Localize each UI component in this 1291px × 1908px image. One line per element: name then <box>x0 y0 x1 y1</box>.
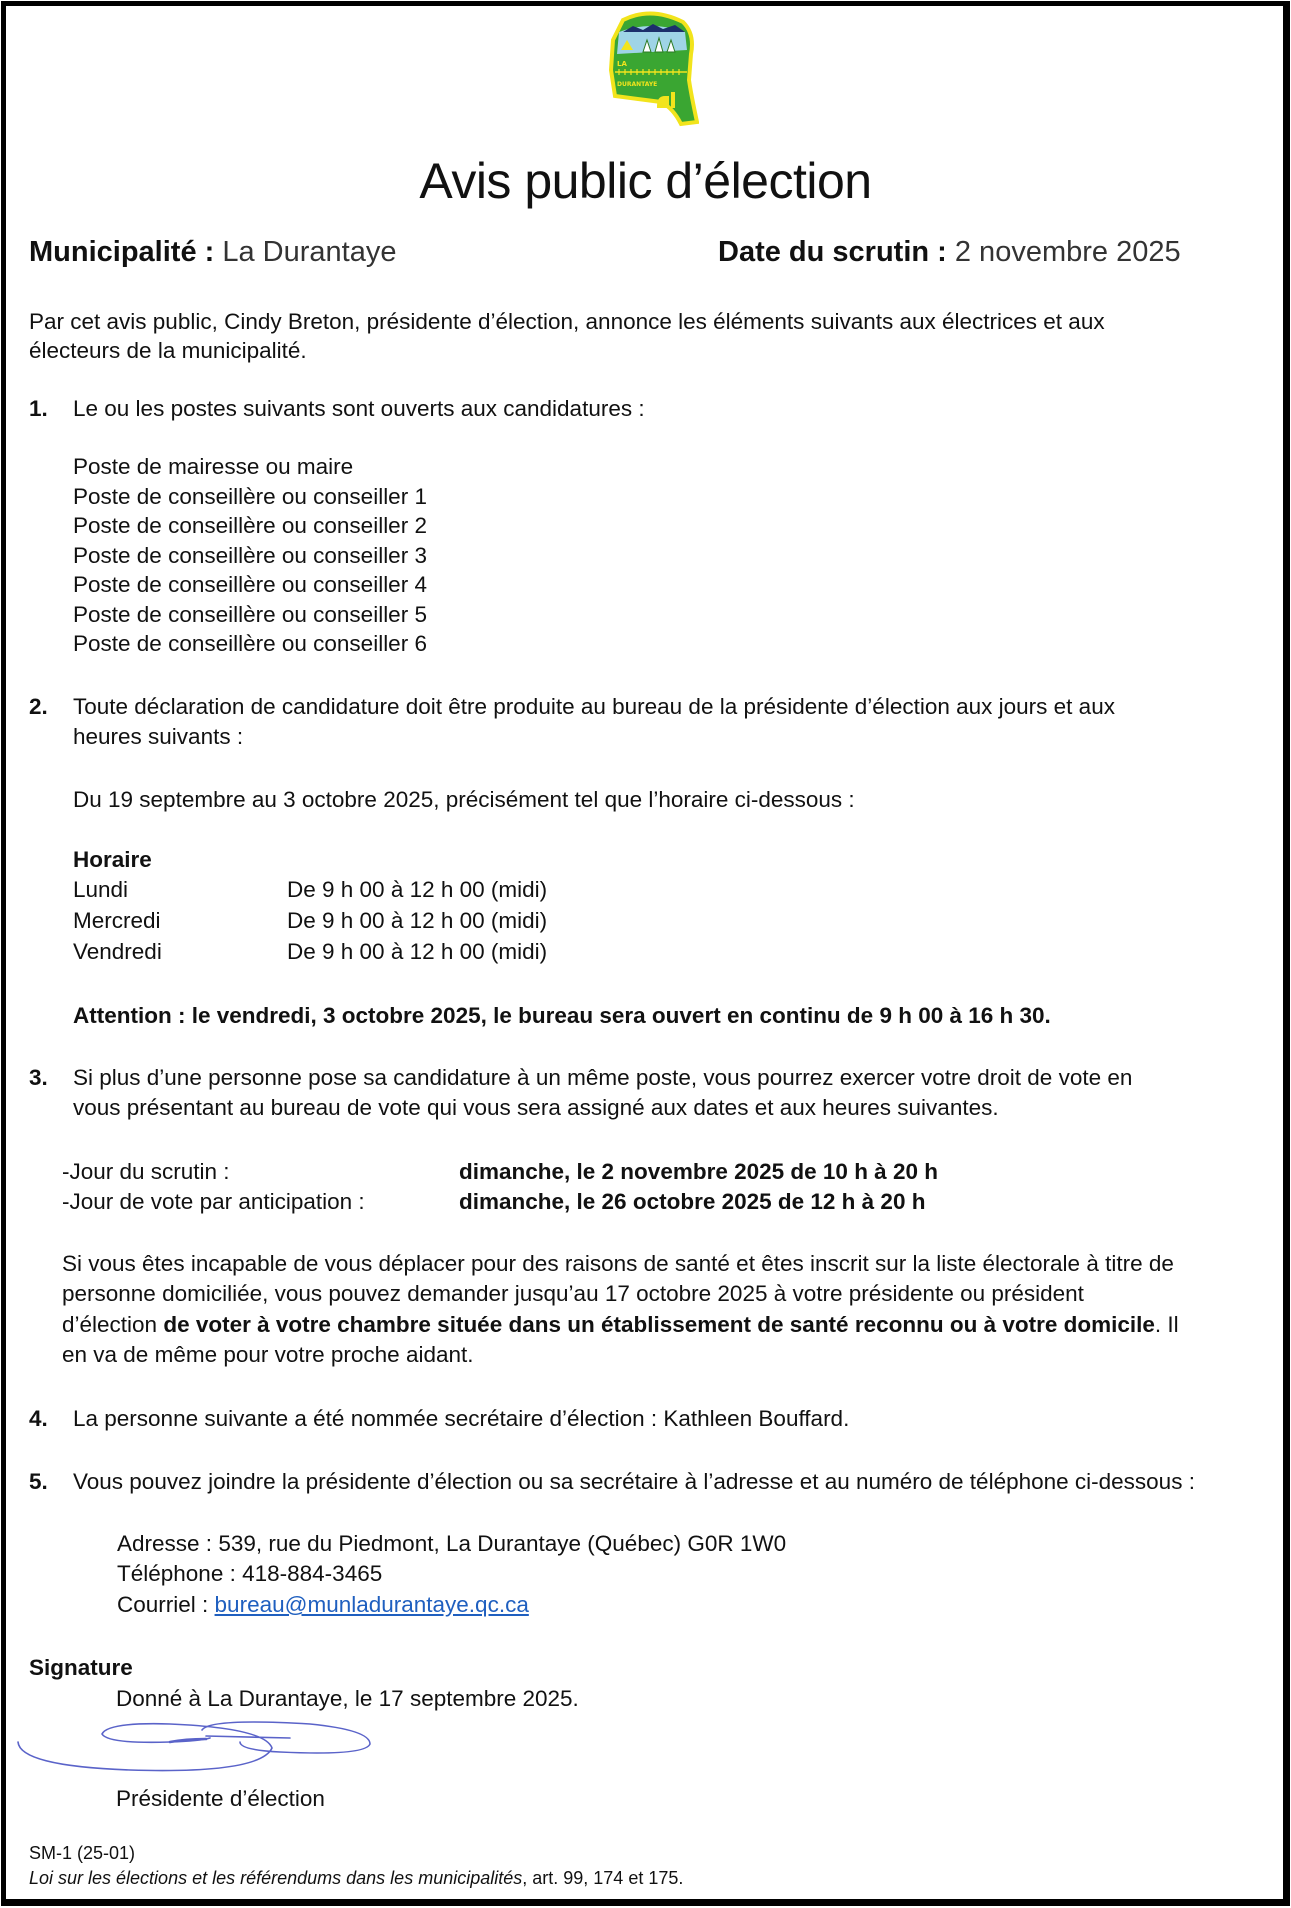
law-reference <box>29 1866 683 1890</box>
election-date-label: Date du scrutin : <box>718 236 947 268</box>
health-line-4: en va de même pour votre proche aidant. <box>62 1342 474 1367</box>
schedule-hours: De 9 h 00 à 12 h 00 (midi) <box>287 908 548 933</box>
vote-day-label: -Jour du scrutin : <box>62 1159 230 1184</box>
logo-text-bottom: DURANTAYE <box>617 81 658 88</box>
email-label: Courriel : <box>117 1592 209 1617</box>
section-3-number: 3. <box>29 1065 48 1090</box>
election-date-field <box>718 236 1181 269</box>
phone-value: 418-884-3465 <box>242 1561 383 1586</box>
municipality-label: Municipalité : <box>29 236 215 268</box>
handwritten-signature <box>10 1708 460 1788</box>
poste-item: Poste de conseillère ou conseiller 1 <box>73 483 427 509</box>
schedule-title: Horaire <box>73 847 152 872</box>
schedule-day: Lundi <box>73 877 129 902</box>
section-1-text: Le ou les postes suivants sont ouverts aux candidatures : <box>73 396 645 421</box>
health-line-1: Si vous êtes incapable de vous déplacer pour des raisons de santé et êtes inscrit sur la liste électorale à titre de <box>62 1251 1174 1276</box>
health-line-3 <box>62 1310 1179 1339</box>
logo-text-top: LA <box>617 60 627 68</box>
poste-item: Poste de conseillère ou conseiller 4 <box>73 572 427 597</box>
signature-role: Présidente d’élection <box>116 1786 325 1811</box>
page-border <box>1 1 1290 1906</box>
election-date-value: 2 novembre 2025 <box>954 236 1181 268</box>
schedule-day: Vendredi <box>73 939 162 964</box>
section-5-number: 5. <box>29 1469 48 1494</box>
email-link[interactable]: bureau@munladurantaye.qc.ca <box>214 1592 529 1617</box>
municipality-value: La Durantaye <box>222 236 397 268</box>
municipality-field <box>29 236 396 269</box>
schedule-day: Mercredi <box>73 908 161 933</box>
schedule-hours: De 9 h 00 à 12 h 00 (midi) <box>287 939 548 964</box>
section-5-text: Vous pouvez joindre la présidente d’élection ou sa secrétaire à l’adresse et au numéro de téléphone ci-dessous : <box>73 1469 1195 1494</box>
signature-heading: Signature <box>29 1655 133 1680</box>
signature-given: Donné à La Durantaye, le 17 septembre 2025. <box>116 1686 579 1711</box>
poste-item: Poste de conseillère ou conseiller 5 <box>73 601 427 627</box>
section-2-number: 2. <box>29 694 48 719</box>
intro-line-1: Par cet avis public, Cindy Breton, présidente d’élection, annonce les éléments suivants aux électrices et aux <box>29 309 1105 334</box>
form-code: SM-1 (25-01) <box>29 1843 136 1863</box>
poste-item: Poste de conseillère ou conseiller 6 <box>73 631 427 656</box>
poste-item: Poste de conseillère ou conseiller 2 <box>73 513 427 538</box>
advance-vote-label: -Jour de vote par anticipation : <box>62 1189 365 1214</box>
attention-notice: Attention : le vendredi, 3 octobre 2025, le bureau sera ouvert en continu de 9 h 00 à 16 h 30. <box>73 1003 1051 1028</box>
health-line-2: personne domiciliée, vous pouvez demander jusqu’au 17 octobre 2025 à votre présidente ou président <box>62 1281 1084 1306</box>
section-4-text: La personne suivante a été nommée secrétaire d’élection : Kathleen Bouffard. <box>73 1406 850 1431</box>
section-3-line-2: vous présentant au bureau de vote qui vous sera assigné aux dates et aux heures suivantes. <box>73 1095 999 1120</box>
section-1-number: 1. <box>29 396 48 421</box>
phone-line <box>117 1559 382 1588</box>
law-articles: , art. 99, 174 et 175. <box>522 1868 684 1888</box>
health-line-3-bold: de voter à votre chambre située dans un établissement de santé reconnu ou à votre domicile <box>163 1312 1155 1337</box>
vote-day-value: dimanche, le 2 novembre 2025 de 10 h à 20 h <box>459 1159 938 1184</box>
candidacy-period: Du 19 septembre au 3 octobre 2025, précisément tel que l’horaire ci-dessous : <box>73 787 855 812</box>
poste-item: Poste de mairesse ou maire <box>73 454 354 479</box>
address-label: Adresse : <box>117 1531 213 1556</box>
section-2-line-1: Toute déclaration de candidature doit être produite au bureau de la présidente d’élection aux jours et aux <box>73 694 1115 719</box>
email-line <box>117 1590 529 1619</box>
section-3-line-1: Si plus d’une personne pose sa candidature à un même poste, vous pourrez exercer votre droit de vote en <box>73 1065 1133 1090</box>
section-2-line-2: heures suivants : <box>73 724 244 749</box>
address-line <box>117 1529 786 1558</box>
section-4-number: 4. <box>29 1406 48 1431</box>
advance-vote-value: dimanche, le 26 octobre 2025 de 12 h à 20 h <box>459 1189 926 1214</box>
address-value: 539, rue du Piedmont, La Durantaye (Québec) G0R 1W0 <box>218 1531 787 1556</box>
phone-label: Téléphone : <box>117 1561 236 1586</box>
page-title: Avis public d’élection <box>419 153 872 209</box>
municipality-logo <box>603 10 699 128</box>
health-line-3-suffix: . Il <box>1154 1312 1179 1337</box>
schedule-hours: De 9 h 00 à 12 h 00 (midi) <box>287 877 548 902</box>
health-line-3-prefix: d’élection <box>62 1312 164 1337</box>
intro-line-2: électeurs de la municipalité. <box>29 338 307 363</box>
poste-item: Poste de conseillère ou conseiller 3 <box>73 542 427 568</box>
law-title: Loi sur les élections et les référendums dans les municipalités <box>29 1868 523 1888</box>
